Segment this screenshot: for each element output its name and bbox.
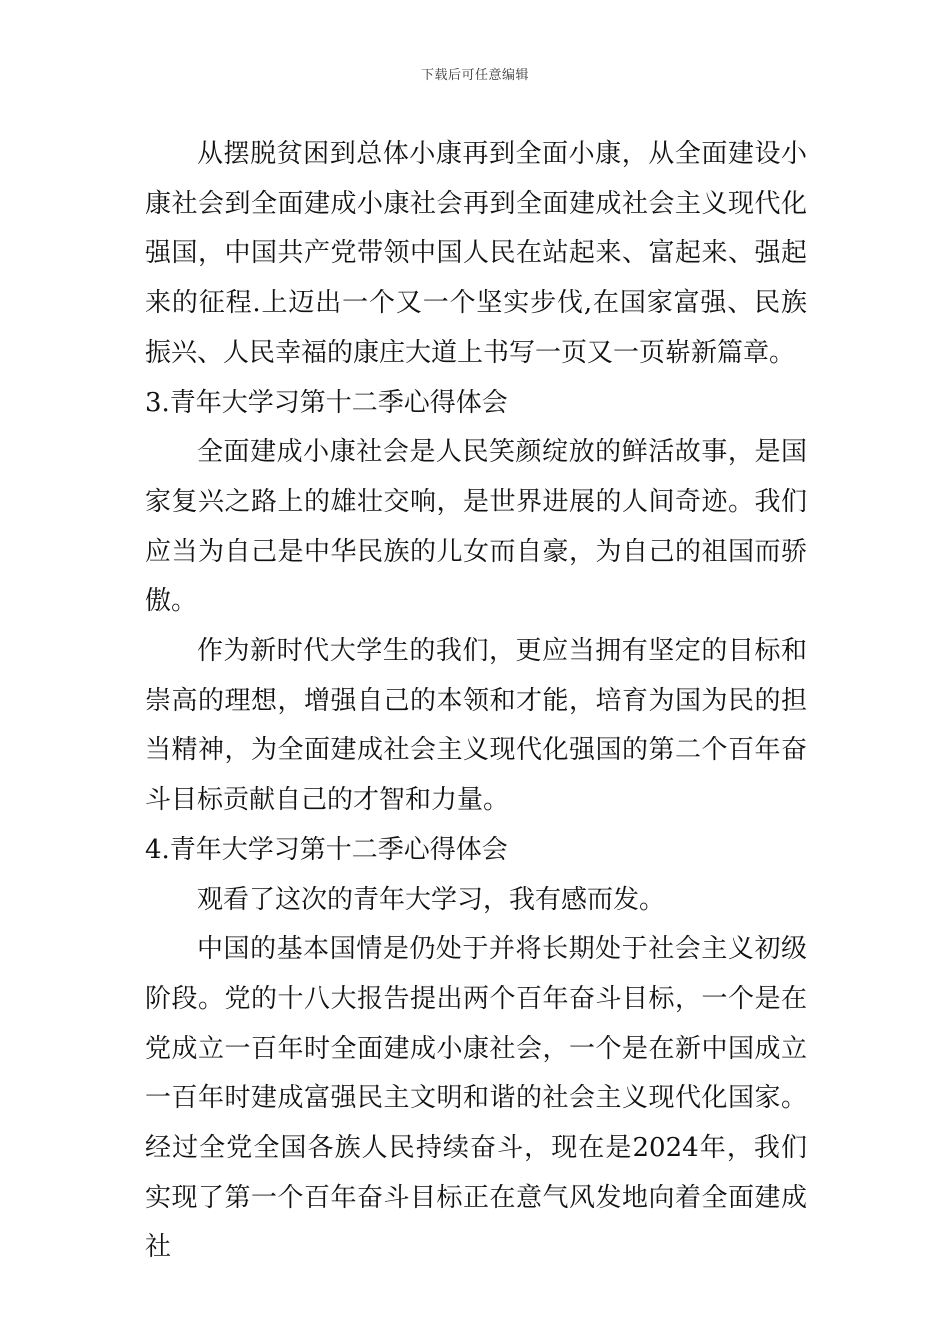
document-body (145, 130, 807, 1273)
section-heading-4: 4.青年大学习第十二季心得体会 (145, 834, 508, 865)
paragraph-intro: 从摆脱贫困到总体小康再到全面小康，从全面建设小康社会到全面建成小康社会再到全面建成社会主义现代化强国，中国共产党带领中国人民在站起来、富起来、强起来的征程.上迈出一个又一个坚实步伐,在国家富强、民族振兴、人民幸福的康庄大道上书写一页又一页崭新篇章。 (145, 139, 807, 368)
paragraph-section4-2: 中国的基本国情是仍处于并将长期处于社会主义初级阶段。党的十八大报告提出两个百年奋斗目标，一个是在党成立一百年时全面建成小康社会，一个是在新中国成立一百年时建成富强民主文明和谐的社会主义现代化国家。经过全党全国各族人民持续奋斗，现在是2024年，我们实现了第一个百年奋斗目标正在意气风发地向着全面建成社 (145, 934, 807, 1263)
paragraph-section3-1: 全面建成小康社会是人民笑颜绽放的鲜活故事，是国家复兴之路上的雄壮交响，是世界进展的人间奇迹。我们应当为自己是中华民族的儿女而自豪，为自己的祖国而骄傲。 (145, 437, 807, 617)
section-heading-3: 3.青年大学习第十二季心得体会 (145, 387, 508, 418)
paragraph-section4-1: 观看了这次的青年大学习，我有感而发。 (197, 884, 666, 915)
paragraph-section3-2: 作为新时代大学生的我们，更应当拥有坚定的目标和崇高的理想，增强自己的本领和才能，培育为国为民的担当精神，为全面建成社会主义现代化强国的第二个百年奋斗目标贡献自己的才智和力量。 (145, 636, 807, 816)
page-header: 下载后可任意编辑 (420, 68, 529, 83)
